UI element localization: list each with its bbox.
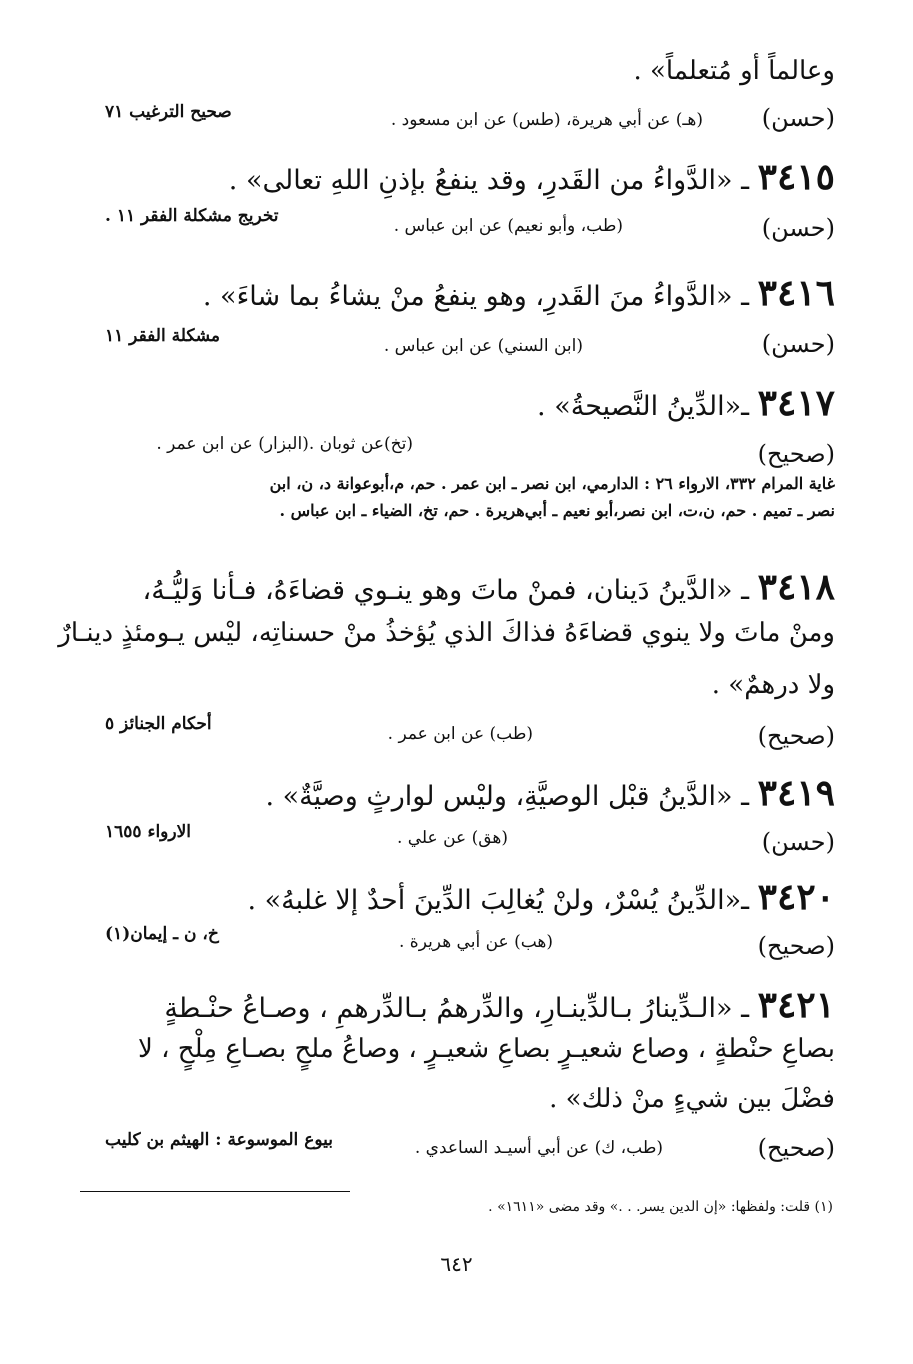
hadith-source: (طب، ك) عن أبي أسيـد الساعدي . <box>414 1138 663 1158</box>
grade-label: (صحيح) <box>757 1134 835 1162</box>
top-line: وعالماً أو مُتعلماً» . <box>633 56 835 86</box>
hadith-source: (ابن السني) عن ابن عباس . <box>383 336 583 356</box>
hadith-text: ـ«الدِّينُ يُسْرٌ، ولنْ يُغالِبَ الدِّينَ أحدٌ إلا غلبهُ» . <box>247 885 750 916</box>
grade-label: (حسن) <box>761 330 835 358</box>
reference-line: غاية المرام ٣٣٢، الارواء ٢٦ : الدارمي، ابن نصر ـ ابن عمر . حم، م،أبوعوانة د، ن، ابن <box>269 474 835 493</box>
hadith-source: (هـ) عن أبي هريرة، (طس) عن ابن مسعود . <box>390 110 703 130</box>
reference-label: صحيح الترغيب ٧١ <box>105 102 232 122</box>
grade-label: (صحيح) <box>757 722 835 750</box>
hadith-continuation: ومنْ ماتَ ولا ينوي قضاءَهُ فذاكَ الذي يُؤخذُ منْ حسناتِه، ليْس يـومئذٍ دينـارٌ <box>58 618 835 648</box>
reference-label: بيوع الموسوعة : الهيثم بن كليب <box>105 1130 333 1150</box>
hadith-number: ٣٤٢١ <box>757 984 835 1026</box>
grade-label: (صحيح) <box>757 932 835 960</box>
reference-line: نصر ـ تميم . حم، ن،ت، ابن نصر،أبو نعيم ـ أبي‌هريرة . حم، تخ، الضياء ـ ابن عباس . <box>279 501 835 520</box>
hadith-number: ٣٤١٦ <box>757 272 835 314</box>
hadith-3417 <box>537 382 835 424</box>
reference-label: مشكلة الفقر ١١ <box>105 326 220 346</box>
hadith-number: ٣٤١٥ <box>757 156 835 198</box>
hadith-source: (هق) عن علي . <box>396 828 508 848</box>
hadith-text: ـ«الدِّينُ النَّصيحةُ» . <box>537 391 750 422</box>
hadith-source: (طب، وأبو نعيم) عن ابن عباس . <box>393 216 623 236</box>
reference-label: أحكام الجنائز ٥ <box>105 714 212 734</box>
grade-label: (حسن) <box>761 104 835 132</box>
hadith-source: (تخ)عن ثوبان .(البزار) عن ابن عمر . <box>156 434 413 454</box>
hadith-continuation: بصاعِ حنْطةٍ ، وصاع شعيـرٍ بصاعِ شعيـرٍ ، وصاعُ ملحٍ بصـاعِ مِلْحٍ ، لا <box>138 1034 835 1064</box>
footnote-divider <box>80 1191 350 1192</box>
hadith-3415 <box>229 156 835 198</box>
hadith-3419 <box>265 772 835 814</box>
hadith-continuation: فضْلَ بين شيءٍ منْ ذلك» . <box>549 1084 835 1114</box>
hadith-source: (هب) عن أبي هريرة . <box>398 932 553 952</box>
grade-label: (حسن) <box>761 828 835 856</box>
hadith-3416 <box>203 272 835 314</box>
reference-block <box>95 470 835 524</box>
reference-label: خ، ن ـ إيمان(١) <box>105 924 219 944</box>
hadith-number: ٣٤١٩ <box>757 772 835 814</box>
hadith-text: ـ «الدَّواءُ من القَدرِ، وقد ينفعُ بإذنِ اللهِ تعالى» . <box>228 165 750 196</box>
hadith-number: ٣٤١٨ <box>757 566 835 608</box>
hadith-source: (طب) عن ابن عمر . <box>387 724 533 744</box>
hadith-text: ـ «الدَّينُ دَينان، فمنْ ماتَ وهو ينـوي قضاءَهُ، فـأنا وَليُّـهُ، <box>142 575 750 606</box>
reference-label: الارواء ١٦٥٥ <box>105 822 192 842</box>
hadith-continuation: ولا درهمٌ» . <box>711 670 835 700</box>
hadith-number: ٣٤٢٠ <box>757 876 835 918</box>
hadith-3420 <box>247 876 835 918</box>
hadith-text: ـ «الدَّينُ قبْل الوصيَّةِ، وليْس لوارثٍ وصيَّةٌ» . <box>265 781 750 812</box>
hadith-text: ـ «الدَّواءُ منَ القَدرِ، وهو ينفعُ منْ يشاءُ بما شاءَ» . <box>202 281 750 312</box>
hadith-text: ـ «الـدِّينارُ بـالدِّينـارِ، والدِّرهمُ بـالدِّرهمِ ، وصـاعُ حنْـطةٍ <box>164 993 750 1024</box>
grade-label: (صحيح) <box>757 440 835 468</box>
page-number: ٦٤٢ <box>440 1252 473 1276</box>
hadith-3421 <box>164 984 835 1026</box>
reference-label: تخريج مشكلة الفقر ١١ . <box>105 206 279 226</box>
grade-label: (حسن) <box>761 214 835 242</box>
hadith-3418 <box>143 566 836 608</box>
footnote: (١) قلت: ولفظها: «إن الدين يسر. . .» وقد مضى «١٦١١» . <box>488 1199 833 1215</box>
hadith-number: ٣٤١٧ <box>757 382 835 424</box>
